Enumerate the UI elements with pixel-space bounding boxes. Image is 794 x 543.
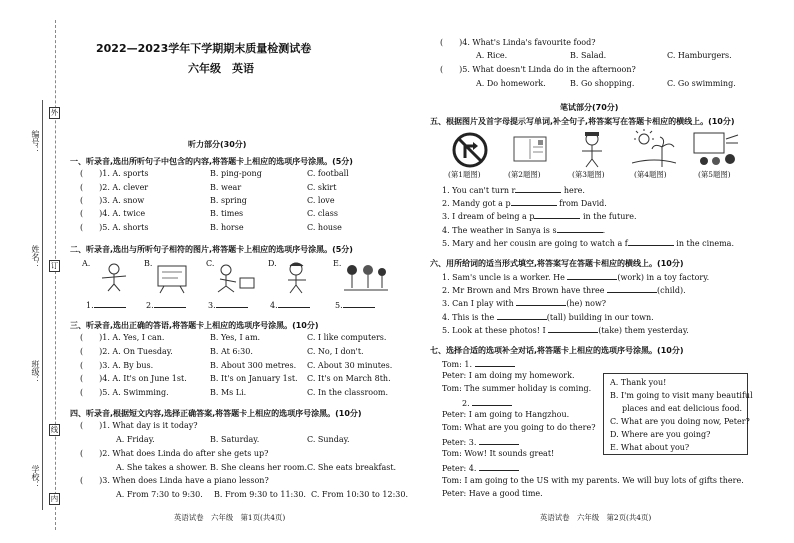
class-label: 班级：	[31, 360, 40, 384]
sec1-q3-c: C. love	[307, 196, 335, 205]
sec5-line-4: 4. The weather in Sanya is s .	[442, 226, 606, 235]
sec2-blank-2[interactable]: 2.	[146, 299, 186, 311]
option-a: A. Thank you!	[610, 378, 667, 387]
sec4-q3-c: C. From 10:30 to 12:30.	[311, 490, 409, 499]
sec5-blank-3[interactable]	[534, 210, 580, 219]
sec3-q2-c: C. No, I don't.	[307, 347, 364, 356]
listening-header: 听力部分(30分)	[188, 140, 247, 149]
caption-3: (第3题图)	[572, 170, 605, 179]
sec1-q4-b: B. times	[210, 209, 244, 218]
picture-d-icon	[276, 260, 321, 294]
sec4-q2: ( )2. What does Linda do after she gets up?	[80, 449, 269, 458]
sec5-blank-5[interactable]	[628, 237, 674, 246]
sec4-q1-c: C. Sunday.	[307, 435, 350, 444]
dialog-blank-1[interactable]	[475, 358, 515, 367]
sec4-q5-b: B. Go shopping.	[570, 79, 635, 88]
option-e: E. What about you?	[610, 443, 690, 452]
caption-2: (第2题图)	[508, 170, 541, 179]
school-label: 学校：	[31, 465, 40, 489]
caption-1: (第1题图)	[448, 170, 481, 179]
sec4-q2-a: A. She takes a shower.	[116, 463, 208, 472]
dialog-line-8: Tom: Wow! It sounds great!	[442, 449, 555, 458]
dialog-line-10: Tom: I am going to the US with my parents. We will buy lots of gifts there.	[442, 476, 744, 485]
dialog-line-1: Tom: 1.	[442, 358, 515, 370]
sec3-q5-c: C. In the classroom.	[307, 388, 389, 397]
dialog-line-9: Peter: 4.	[442, 462, 519, 474]
sec3-q2-a: ( )2. A. On Tuesday.	[80, 347, 173, 356]
sec1-q2-b: B. wear	[210, 183, 242, 192]
sec4-q3-a: A. From 7:30 to 9:30.	[116, 490, 203, 499]
caption-5: (第5题图)	[698, 170, 731, 179]
sec2-blank-5[interactable]: 5.	[335, 299, 375, 311]
sec4-q3-b: B. From 9:30 to 11:30.	[214, 490, 306, 499]
sec5-blank-4[interactable]	[557, 224, 603, 233]
sec5-blank-1[interactable]	[515, 184, 561, 193]
sec1-q4-c: C. class	[307, 209, 338, 218]
sec4-q4-c: C. Hamburgers.	[667, 51, 732, 60]
no-right-turn-sign-icon	[450, 131, 490, 169]
option-d: D. Where are you going?	[610, 430, 711, 439]
sec6-line-5: 5. Look at these photos! I (take) them yesterday.	[442, 326, 689, 335]
cut-line	[55, 20, 56, 530]
sec6-instructions: 六、用所给词的适当形式填空,将答案写在答题卡相应的横线上。(10分)	[430, 259, 684, 268]
sec4-q5: ( )5. What doesn't Linda do in the afternoon?	[440, 65, 636, 74]
sec1-q2-c: C. skirt	[307, 183, 337, 192]
postcard-icon	[510, 131, 550, 169]
binding-line	[42, 100, 43, 510]
dialog-line-4: 2.	[462, 397, 512, 409]
sec3-q5-b: B. Ms Li.	[210, 388, 247, 397]
sec5-blank-2[interactable]	[511, 197, 557, 206]
name-label: 姓名：	[31, 245, 40, 269]
id-label: 编号：	[31, 130, 40, 154]
sec6-line-2: 2. Mr Brown and Mrs Brown have three (child).	[442, 286, 686, 295]
sec1-q2-a: ( )2. A. clever	[80, 183, 149, 192]
sec1-q5-c: C. house	[307, 223, 342, 232]
sec3-q3-b: B. About 300 metres.	[210, 361, 297, 370]
sec4-q3: ( )3. When does Linda have a piano lesson?	[80, 476, 269, 485]
sunny-beach-icon	[632, 129, 676, 169]
sec6-blank-3[interactable]	[516, 297, 566, 306]
sec5-line-5: 5. Mary and her cousin are going to watch a f in the cinema.	[442, 239, 734, 248]
sec4-instructions: 四、听录音,根据短文内容,选择正确答案,将答题卡上相应的选项序号涂黑。(10分)	[70, 409, 362, 418]
dialog-line-7: Peter: 3.	[442, 436, 519, 448]
sec4-q5-a: A. Do homework.	[476, 79, 546, 88]
sec2-blank-3[interactable]: 3.	[208, 299, 248, 311]
sec4-q2-b: B. She cleans her room.	[210, 463, 308, 472]
writing-header: 笔试部分(70分)	[560, 103, 619, 112]
page1-footer: 英语试卷 六年级 第1页(共4页)	[174, 513, 286, 522]
sec3-q2-b: B. At 6:30.	[210, 347, 253, 356]
sec3-q3-c: C. About 30 minutes.	[307, 361, 393, 370]
sec4-q2-c: C. She eats breakfast.	[307, 463, 397, 472]
dialog-line-6: Tom: What are you going to do there?	[442, 423, 596, 432]
picture-e-icon	[340, 262, 390, 296]
sec4-q4: ( )4. What's Linda's favourite food?	[440, 38, 596, 47]
sec5-instructions: 五、根据图片及首字母提示写单词,补全句子,将答案写在答题卡相应的横线上。(10分)	[430, 117, 735, 126]
sec4-q4-b: B. Salad.	[570, 51, 607, 60]
dialog-line-11: Peter: Have a good time.	[442, 489, 543, 498]
pic-letter-c: C.	[206, 259, 215, 268]
picture-c-icon	[214, 262, 259, 294]
exam-title: 2022—2023学年下学期期末质量检测试卷	[96, 42, 312, 55]
picture-b-icon	[150, 262, 195, 294]
pilot-icon	[572, 129, 612, 169]
sec2-instructions: 二、听录音,选出与所听句子相符的图片,将答题卡上相应的选项序号涂黑。(5分)	[70, 245, 353, 254]
sec4-q1: ( )1. What day is it today?	[80, 421, 198, 430]
sec1-q3-b: B. spring	[210, 196, 247, 205]
sec1-instructions: 一、听录音,选出所听句子中包含的内容,将答题卡上相应的选项序号涂黑。(5分)	[70, 157, 353, 166]
margin-box-inner: 内	[50, 494, 59, 503]
pic-letter-a: A.	[82, 259, 91, 268]
exam-subtitle: 六年级 英语	[188, 62, 254, 75]
sec3-instructions: 三、听录音,选出正确的答语,将答题卡上相应的选项序号涂黑。(10分)	[70, 321, 319, 330]
sec4-q5-c: C. Go swimming.	[667, 79, 736, 88]
sec4-q4-a: A. Rice.	[476, 51, 508, 60]
pic-letter-e: E.	[333, 259, 342, 268]
sec1-q3-a: ( )3. A. snow	[80, 196, 145, 205]
sec4-q1-b: B. Saturday.	[210, 435, 260, 444]
picture-a-icon	[92, 260, 137, 292]
sec3-q4-c: C. It's on March 8th.	[307, 374, 391, 383]
sec1-q1-a: ( )1. A. sports	[80, 169, 149, 178]
sec1-q5-a: ( )5. A. shorts	[80, 223, 149, 232]
sec2-blank-4[interactable]: 4.	[270, 299, 310, 311]
page2-footer: 英语试卷 六年级 第2页(共4页)	[540, 513, 652, 522]
sec3-q3-a: ( )3. A. By bus.	[80, 361, 154, 370]
sec4-q1-a: A. Friday.	[116, 435, 155, 444]
dialog-line-3: Tom: The summer holiday is coming.	[442, 384, 592, 393]
margin-box-bind: 订	[50, 261, 59, 270]
option-b: B. I'm going to visit many beautiful	[610, 391, 753, 400]
sec3-q1-c: C. I like computers.	[307, 333, 387, 342]
sec6-line-3: 3. Can I play with (he) now?	[442, 299, 607, 308]
options-box	[603, 373, 753, 455]
pic-letter-b: B.	[144, 259, 153, 268]
dialog-blank-3[interactable]	[479, 436, 519, 445]
option-c: C. What are you doing now, Peter?	[610, 417, 750, 426]
sec6-blank-5[interactable]	[548, 324, 598, 333]
dialog-blank-2[interactable]	[472, 397, 512, 406]
sec3-q1-a: ( )1. A. Yes, I can.	[80, 333, 165, 342]
sec5-line-1: 1. You can't turn r here.	[442, 186, 585, 195]
sec6-line-1: 1. Sam's uncle is a worker. He (work) in a toy factory.	[442, 273, 710, 282]
sec6-blank-4[interactable]	[497, 311, 547, 320]
pic-letter-d: D.	[268, 259, 277, 268]
sec3-q5-a: ( )5. A. Swimming.	[80, 388, 169, 397]
option-b-cont: places and eat delicious food.	[622, 404, 743, 413]
sec3-q4-b: B. It's on January 1st.	[210, 374, 298, 383]
sec7-instructions: 七、选择合适的选项补全对话,将答题卡上相应的选项序号涂黑。(10分)	[430, 346, 684, 355]
sec1-q1-c: C. football	[307, 169, 349, 178]
sec1-q1-b: B. ping-pong	[210, 169, 262, 178]
margin-box-outer: 外	[50, 108, 59, 117]
sec1-q5-b: B. horse	[210, 223, 244, 232]
dialog-line-5: Peter: I am going to Hangzhou.	[442, 410, 570, 419]
sec5-line-2: 2. Mandy got a p from David.	[442, 199, 607, 208]
dialog-blank-4[interactable]	[479, 462, 519, 471]
sec3-q4-a: ( )4. A. It's on June 1st.	[80, 374, 187, 383]
cinema-film-icon	[692, 129, 740, 169]
sec1-q4-a: ( )4. A. twice	[80, 209, 146, 218]
sec6-blank-2[interactable]	[607, 284, 657, 293]
sec2-blank-1[interactable]: 1.	[86, 299, 126, 311]
sec6-line-4: 4. This is the (tall) building in our town.	[442, 313, 654, 322]
caption-4: (第4题图)	[634, 170, 667, 179]
dialog-line-2: Peter: I am doing my homework.	[442, 371, 575, 380]
margin-box-line: 线	[50, 425, 59, 434]
sec6-blank-1[interactable]	[567, 271, 617, 280]
sec3-q1-b: B. Yes, I am.	[210, 333, 261, 342]
sec5-line-3: 3. I dream of being a p in the future.	[442, 212, 637, 221]
